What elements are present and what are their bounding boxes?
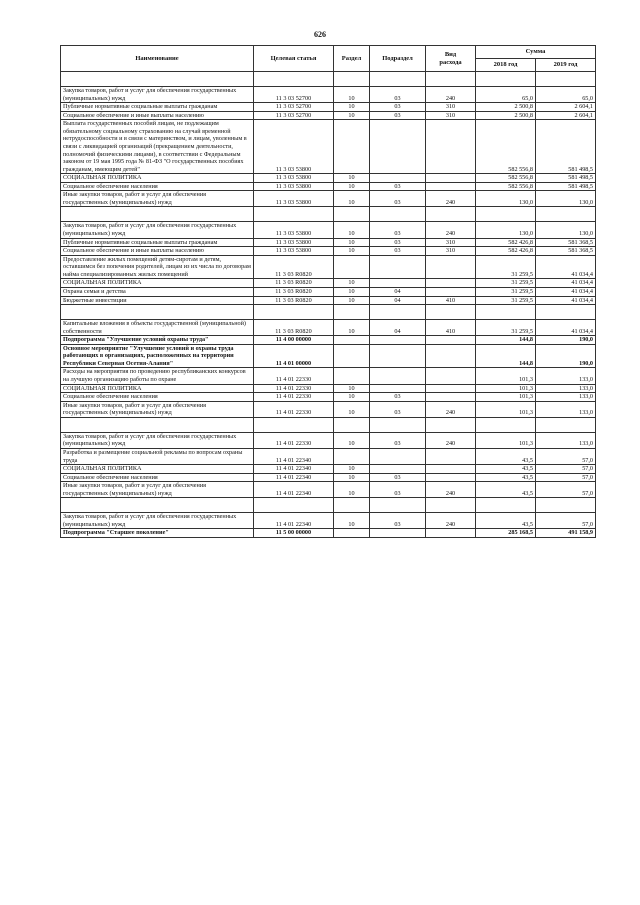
cell-target: 11 3 03 R0820 [254,320,334,336]
cell-2018: 31 259,5 [476,296,536,305]
table-row [61,320,596,336]
cell-section: 10 [334,296,370,305]
cell-subsection [370,344,426,368]
cell-target: 11 3 03 53800 [254,174,334,183]
cell-target: 11 4 01 22340 [254,513,334,529]
cell-section: 10 [334,238,370,247]
cell-subsection: 03 [370,401,426,417]
cell-2019: 41 034,4 [536,287,596,296]
cell-expense-type [426,255,476,279]
cell-expense-type [426,448,476,464]
cell-target: 11 3 03 52700 [254,87,334,103]
cell-section [334,368,370,384]
cell-expense-type: 410 [426,320,476,336]
table-body [61,72,596,538]
cell-expense-type [426,120,476,174]
cell-subsection [370,255,426,279]
cell-name: Закупка товаров, работ и услуг для обеспечения государственных (муниципальных) нужд [61,513,254,529]
header-name: Наименование [61,46,254,72]
header-year-2019: 2019 год [536,59,596,72]
cell-section: 10 [334,320,370,336]
cell-subsection: 04 [370,320,426,336]
cell-2018: 582 556,8 [476,182,536,191]
cell-subsection: 03 [370,482,426,498]
cell-expense-type [426,368,476,384]
table-row [61,465,596,474]
cell-expense-type [426,529,476,538]
table-row [61,103,596,112]
cell-section: 10 [334,182,370,191]
cell-expense-type [426,287,476,296]
cell-2019: 190,0 [536,344,596,368]
cell-2019: 133,0 [536,432,596,448]
cell-expense-type: 310 [426,238,476,247]
cell-target: 11 3 03 R0820 [254,255,334,279]
cell-expense-type [426,465,476,474]
cell-2019: 57,0 [536,448,596,464]
cell-subsection [370,207,426,222]
cell-section [334,344,370,368]
cell-2018: 31 259,5 [476,255,536,279]
cell-2019: 41 034,4 [536,279,596,288]
cell-2018: 144,8 [476,336,536,345]
cell-expense-type: 310 [426,247,476,256]
table-row [61,191,596,207]
cell-section: 10 [334,191,370,207]
cell-section: 10 [334,432,370,448]
cell-target: 11 4 01 22340 [254,448,334,464]
cell-2019 [536,305,596,320]
cell-name: СОЦИАЛЬНАЯ ПОЛИТИКА [61,465,254,474]
cell-target [254,498,334,513]
cell-name: Разработка и размещение социальной рекламы по вопросам охраны труда [61,448,254,464]
cell-name: Основное мероприятие "Улучшение условий и охраны труда работающих в организациях, расположенных на территории Республики Северная Осетия-Алания" [61,344,254,368]
table-row [61,305,596,320]
cell-subsection [370,529,426,538]
cell-subsection [370,120,426,174]
table-row [61,87,596,103]
cell-target: 11 4 01 00000 [254,344,334,368]
cell-subsection: 03 [370,182,426,191]
cell-target: 11 3 03 52700 [254,111,334,120]
cell-expense-type: 240 [426,191,476,207]
cell-target: 11 3 03 R0820 [254,279,334,288]
table-row [61,120,596,174]
cell-target [254,207,334,222]
cell-name: Публичные нормативные социальные выплаты гражданам [61,238,254,247]
page-number: 626 [314,30,326,39]
table-row [61,513,596,529]
cell-name [61,498,254,513]
header-expense-type-line1: Вид [444,50,457,58]
cell-2018: 582 556,8 [476,174,536,183]
cell-subsection: 03 [370,87,426,103]
cell-2018: 101,3 [476,401,536,417]
cell-2019: 41 034,4 [536,296,596,305]
cell-target: 11 3 03 52700 [254,103,334,112]
cell-expense-type [426,384,476,393]
cell-expense-type [426,182,476,191]
cell-section: 10 [334,222,370,238]
cell-name: Иные закупки товаров, работ и услуг для обеспечения государственных (муниципальных) нужд [61,191,254,207]
cell-section: 10 [334,401,370,417]
cell-name: Охрана семьи и детства [61,287,254,296]
cell-2019: 57,0 [536,473,596,482]
cell-name: СОЦИАЛЬНАЯ ПОЛИТИКА [61,384,254,393]
cell-target: 11 3 03 R0820 [254,296,334,305]
cell-target: 11 4 00 00000 [254,336,334,345]
table-row [61,473,596,482]
cell-2019: 190,0 [536,336,596,345]
cell-expense-type: 410 [426,296,476,305]
cell-2018: 43,5 [476,465,536,474]
cell-expense-type [426,305,476,320]
cell-target [254,305,334,320]
cell-section [334,207,370,222]
header-expense-type [426,46,476,72]
cell-2019: 581 498,5 [536,182,596,191]
cell-section [334,336,370,345]
cell-subsection: 04 [370,296,426,305]
table-row [61,247,596,256]
cell-2018: 130,0 [476,191,536,207]
cell-name [61,72,254,87]
cell-expense-type [426,393,476,402]
cell-expense-type: 310 [426,103,476,112]
cell-section [334,529,370,538]
header-subsection: Подраздел [370,46,426,72]
cell-name: Подпрограмма "Старшее поколение" [61,529,254,538]
cell-name: Предоставление жилых помещений детям-сиротам и детям, оставшимся без попечения родителей, лицам из их числа по договорам найма специализированных жилых помещений [61,255,254,279]
cell-2019: 491 158,9 [536,529,596,538]
cell-expense-type [426,417,476,432]
cell-section: 10 [334,384,370,393]
table-row [61,287,596,296]
cell-name: Социальное обеспечение населения [61,182,254,191]
cell-2019: 57,0 [536,465,596,474]
cell-2019: 130,0 [536,191,596,207]
table-row [61,498,596,513]
cell-2018: 31 259,5 [476,287,536,296]
cell-2019: 130,0 [536,222,596,238]
cell-subsection [370,465,426,474]
cell-section: 10 [334,473,370,482]
cell-target: 11 3 03 53800 [254,120,334,174]
cell-2018: 582 556,8 [476,120,536,174]
table-row [61,182,596,191]
cell-expense-type [426,344,476,368]
table-row [61,279,596,288]
table-row [61,448,596,464]
table-row [61,401,596,417]
cell-2018: 65,0 [476,87,536,103]
cell-target: 11 4 01 22340 [254,465,334,474]
cell-expense-type: 310 [426,111,476,120]
table-row [61,432,596,448]
table-row [61,384,596,393]
cell-2018: 31 259,5 [476,279,536,288]
cell-name: Иные закупки товаров, работ и услуг для обеспечения государственных (муниципальных) нужд [61,401,254,417]
cell-name: Иные закупки товаров, работ и услуг для обеспечения государственных (муниципальных) нужд [61,482,254,498]
cell-section: 10 [334,174,370,183]
header-sum: Сумма [476,46,596,59]
cell-name: СОЦИАЛЬНАЯ ПОЛИТИКА [61,174,254,183]
cell-2018: 144,8 [476,344,536,368]
table-row [61,529,596,538]
cell-subsection: 03 [370,473,426,482]
cell-2019: 41 034,4 [536,320,596,336]
cell-2019: 581 498,5 [536,120,596,174]
cell-2018: 101,3 [476,384,536,393]
cell-name: Закупка товаров, работ и услуг для обеспечения государственных (муниципальных) нужд [61,222,254,238]
cell-expense-type [426,473,476,482]
cell-target [254,72,334,87]
cell-name: Социальное обеспечение и иные выплаты населению [61,111,254,120]
cell-section: 10 [334,482,370,498]
cell-target: 11 3 03 53800 [254,182,334,191]
cell-expense-type: 240 [426,222,476,238]
cell-2018 [476,207,536,222]
table-row [61,296,596,305]
cell-section [334,448,370,464]
table-row [61,368,596,384]
table-row [61,417,596,432]
cell-expense-type [426,174,476,183]
cell-section: 10 [334,393,370,402]
cell-target: 11 3 03 53800 [254,191,334,207]
table-row [61,207,596,222]
cell-expense-type: 240 [426,482,476,498]
cell-2019 [536,207,596,222]
cell-target: 11 4 01 22340 [254,482,334,498]
cell-expense-type [426,279,476,288]
cell-target: 11 4 01 22330 [254,393,334,402]
cell-subsection [370,305,426,320]
cell-section: 10 [334,465,370,474]
cell-name: Социальное обеспечение и иные выплаты населению [61,247,254,256]
cell-subsection: 03 [370,513,426,529]
cell-target [254,417,334,432]
cell-subsection [370,279,426,288]
cell-section: 10 [334,103,370,112]
cell-target: 11 3 03 R0820 [254,287,334,296]
cell-2019 [536,72,596,87]
cell-name: СОЦИАЛЬНАЯ ПОЛИТИКА [61,279,254,288]
cell-subsection [370,448,426,464]
cell-2018 [476,305,536,320]
cell-expense-type [426,498,476,513]
header-year-2018: 2018 год [476,59,536,72]
cell-2018: 43,5 [476,473,536,482]
cell-2018: 285 168,5 [476,529,536,538]
cell-2019: 57,0 [536,482,596,498]
cell-section: 10 [334,111,370,120]
cell-target: 11 4 01 22330 [254,368,334,384]
cell-subsection [370,368,426,384]
cell-section: 10 [334,513,370,529]
cell-subsection: 03 [370,432,426,448]
cell-expense-type [426,72,476,87]
cell-2018: 31 259,5 [476,320,536,336]
cell-subsection: 03 [370,247,426,256]
header-expense-type-line2: расхода [439,58,462,66]
budget-table [60,45,596,538]
cell-name: Закупка товаров, работ и услуг для обеспечения государственных (муниципальных) нужд [61,87,254,103]
cell-subsection: 03 [370,111,426,120]
cell-subsection: 03 [370,191,426,207]
cell-section [334,72,370,87]
cell-name: Выплата государственных пособий лицам, не подлежащим обязательному социальному страхованию на случай временной нетрудоспособности и в связи с материнством, и лицам, уволенным в связи с ликвидацией организаций (прекращением деятельности, полномочий физическими лицами), в соответствии с Федеральным законом от 19 мая 1995 года № 81-ФЗ "О государственных пособиях гражданам, имеющим детей" [61,120,254,174]
cell-section: 10 [334,247,370,256]
cell-name: Расходы на мероприятия по проведению республиканских конкурсов на лучшую организацию работы по охране [61,368,254,384]
cell-2018: 101,3 [476,432,536,448]
cell-expense-type: 240 [426,401,476,417]
cell-2019: 133,0 [536,368,596,384]
cell-2019: 133,0 [536,393,596,402]
table-row [61,222,596,238]
cell-name: Подпрограмма "Улучшение условий охраны труда" [61,336,254,345]
cell-2019 [536,417,596,432]
cell-2018: 2 500,8 [476,111,536,120]
table-row [61,72,596,87]
table-row [61,344,596,368]
cell-subsection [370,498,426,513]
cell-name [61,305,254,320]
table-row [61,238,596,247]
table-row [61,174,596,183]
cell-2018: 101,3 [476,368,536,384]
cell-name: Социальное обеспечение населения [61,393,254,402]
cell-subsection [370,72,426,87]
cell-2019: 133,0 [536,401,596,417]
table-row [61,336,596,345]
cell-2019: 133,0 [536,384,596,393]
cell-2018 [476,498,536,513]
cell-2019: 581 498,5 [536,174,596,183]
cell-target: 11 3 03 53800 [254,238,334,247]
cell-name: Социальное обеспечение населения [61,473,254,482]
cell-2018: 43,5 [476,482,536,498]
cell-2019: 65,0 [536,87,596,103]
cell-section: 10 [334,287,370,296]
cell-name: Бюджетные инвестиции [61,296,254,305]
cell-section [334,498,370,513]
cell-2019: 581 368,5 [536,238,596,247]
cell-section: 10 [334,87,370,103]
cell-2018 [476,72,536,87]
cell-2018: 43,5 [476,513,536,529]
cell-expense-type [426,336,476,345]
cell-subsection [370,384,426,393]
cell-subsection [370,336,426,345]
cell-target: 11 4 01 22330 [254,401,334,417]
cell-section [334,305,370,320]
cell-2019: 2 604,1 [536,103,596,112]
cell-target: 11 4 01 22330 [254,384,334,393]
cell-section [334,417,370,432]
cell-subsection [370,417,426,432]
table-row [61,393,596,402]
cell-subsection: 03 [370,393,426,402]
cell-expense-type [426,207,476,222]
cell-2018: 2 500,8 [476,103,536,112]
table-row [61,255,596,279]
cell-target: 11 5 00 00000 [254,529,334,538]
cell-2018: 101,3 [476,393,536,402]
cell-subsection: 03 [370,222,426,238]
cell-target: 11 4 01 22330 [254,432,334,448]
cell-2019: 581 368,5 [536,247,596,256]
cell-name [61,207,254,222]
cell-expense-type: 240 [426,87,476,103]
cell-name: Публичные нормативные социальные выплаты гражданам [61,103,254,112]
cell-target: 11 4 01 22340 [254,473,334,482]
table-row [61,111,596,120]
cell-subsection: 03 [370,238,426,247]
cell-2018: 130,0 [476,222,536,238]
cell-target: 11 3 03 53800 [254,247,334,256]
cell-expense-type: 240 [426,513,476,529]
cell-2018: 43,5 [476,448,536,464]
cell-expense-type: 240 [426,432,476,448]
cell-2019: 41 034,4 [536,255,596,279]
cell-section: 10 [334,279,370,288]
cell-section [334,120,370,174]
header-target: Целевая статья [254,46,334,72]
cell-2019: 2 604,1 [536,111,596,120]
cell-name: Закупка товаров, работ и услуг для обеспечения государственных (муниципальных) нужд [61,432,254,448]
cell-section [334,255,370,279]
cell-target: 11 3 03 53800 [254,222,334,238]
cell-subsection: 03 [370,103,426,112]
cell-subsection [370,174,426,183]
cell-name: Капитальные вложения в объекты государственной (муниципальной) собственности [61,320,254,336]
cell-subsection: 04 [370,287,426,296]
cell-2018: 582 426,8 [476,238,536,247]
cell-2019: 57,0 [536,513,596,529]
cell-2018 [476,417,536,432]
cell-name [61,417,254,432]
cell-2019 [536,498,596,513]
table-row [61,482,596,498]
cell-2018: 582 426,8 [476,247,536,256]
header-section: Раздел [334,46,370,72]
